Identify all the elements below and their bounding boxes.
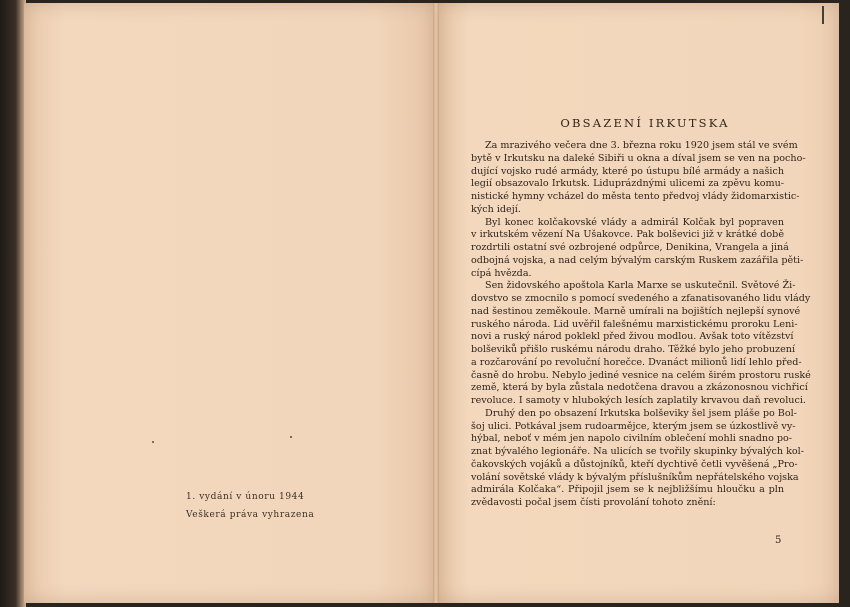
imprint-rights: Veškerá práva vyhrazena — [186, 510, 315, 520]
text-line: dovstvo se zmocnilo s pomocí svedeného a zfanatisovaného lidu vlády — [471, 293, 811, 304]
text-line: zvědavosti počal jsem čísti provolání tohoto znění: — [471, 497, 716, 508]
page-corner-mark — [822, 6, 824, 24]
text-line: bolševiků přišlo ruskému národu draho. Těžké bylo jeho probuzení — [471, 344, 796, 355]
imprint-edition: 1. vydání v únoru 1944 — [186, 492, 305, 502]
text-line: nistické hymny vcházel do města tento předvoj vlády židomarxistic- — [471, 191, 800, 202]
chapter-body — [471, 140, 811, 510]
text-line: země, která by byla zůstala nedotčena dravou a zkázonosnou vichřicí — [471, 382, 808, 394]
text-line: kých idejí. — [471, 203, 521, 215]
text-line: ruského národa. Lid uvěřil falešnému marxistickému proroku Leni- — [471, 318, 798, 330]
text-line: Byl konec kolčakovské vlády a admirál Kolčak byl popraven — [485, 216, 784, 228]
chapter-title: OBSAZENÍ IRKUTSKA — [560, 116, 730, 130]
text-line: čakovských vojáků a důstojníků, kteří dychtivě četli vyvěšená „Pro- — [471, 458, 798, 470]
text-line: admirála Kolčaka“. Připojil jsem se k nejbližšímu hloučku a pln — [471, 484, 784, 496]
text-line: Za mrazivého večera dne 3. března roku 1920 jsem stál ve svém — [485, 140, 798, 151]
book-cover-edge — [0, 0, 26, 607]
text-line: odbojná vojska, a nad celým bývalým carským Ruskem zazářila pěti- — [471, 254, 804, 266]
text-line: dující vojsko rudé armády, které po ústupu bílé armády a našich — [471, 165, 784, 177]
text-line: Druhý den po obsazení Irkutska bolševiky šel jsem pláše po Bol- — [485, 407, 797, 419]
text-line: šoj ulici. Potkával jsem rudoarmějce, kterým jsem se úzkostlivě vy- — [471, 420, 796, 432]
text-line: v irkutském vězení Na Ušakovce. Pak bolševici již v krátké době — [471, 229, 784, 241]
text-line: novi a ruský národ poklekl před živou modlou. Avšak toto vítězství — [471, 331, 794, 343]
page-number: 5 — [775, 535, 782, 546]
paper-speck — [152, 441, 154, 443]
text-line: rozdrtili ostatní své ozbrojené odpůrce, Denikina, Vrangela a jiná — [471, 242, 789, 253]
paper-speck — [290, 436, 292, 438]
text-line: legií obsazovalo Irkutsk. Liduprázdnými ulicemi za zpěvu komu- — [471, 178, 784, 190]
text-line: revoluce. I samoty v hlubokých lesích zaplatily krvavou daň revoluci. — [471, 395, 806, 406]
text-line: nad šestinou zeměkoule. Marně umírali na bojištích nejlepší synové — [471, 305, 801, 317]
imprint — [186, 488, 315, 524]
text-line: znat bývalého legionáře. Na ulicích se tvořily skupinky bývalých kol- — [471, 446, 804, 457]
text-line: Sen židovského apoštola Karla Marxe se uskutečnil. Světové Ži- — [485, 280, 796, 292]
text-line: časně do hrobu. Nebylo jediné vesnice na celém širém prostoru ruské — [471, 369, 811, 381]
text-line: bytě v Irkutsku na daleké Sibiři u okna a díval jsem se ven na pocho- — [471, 152, 806, 164]
text-line: cípá hvězda. — [471, 267, 532, 279]
text-line: volání sovětské vlády k bývalým příslušníkům nepřátelského vojska — [471, 471, 799, 483]
text-line: a rozčarování po revoluční horečce. Dvanáct milionů lidí lehlo před- — [471, 356, 802, 368]
text-line: hýbal, neboť v mém jen napolo civilním oblečení mohli snadno po- — [471, 433, 793, 445]
book-spine — [433, 3, 439, 603]
